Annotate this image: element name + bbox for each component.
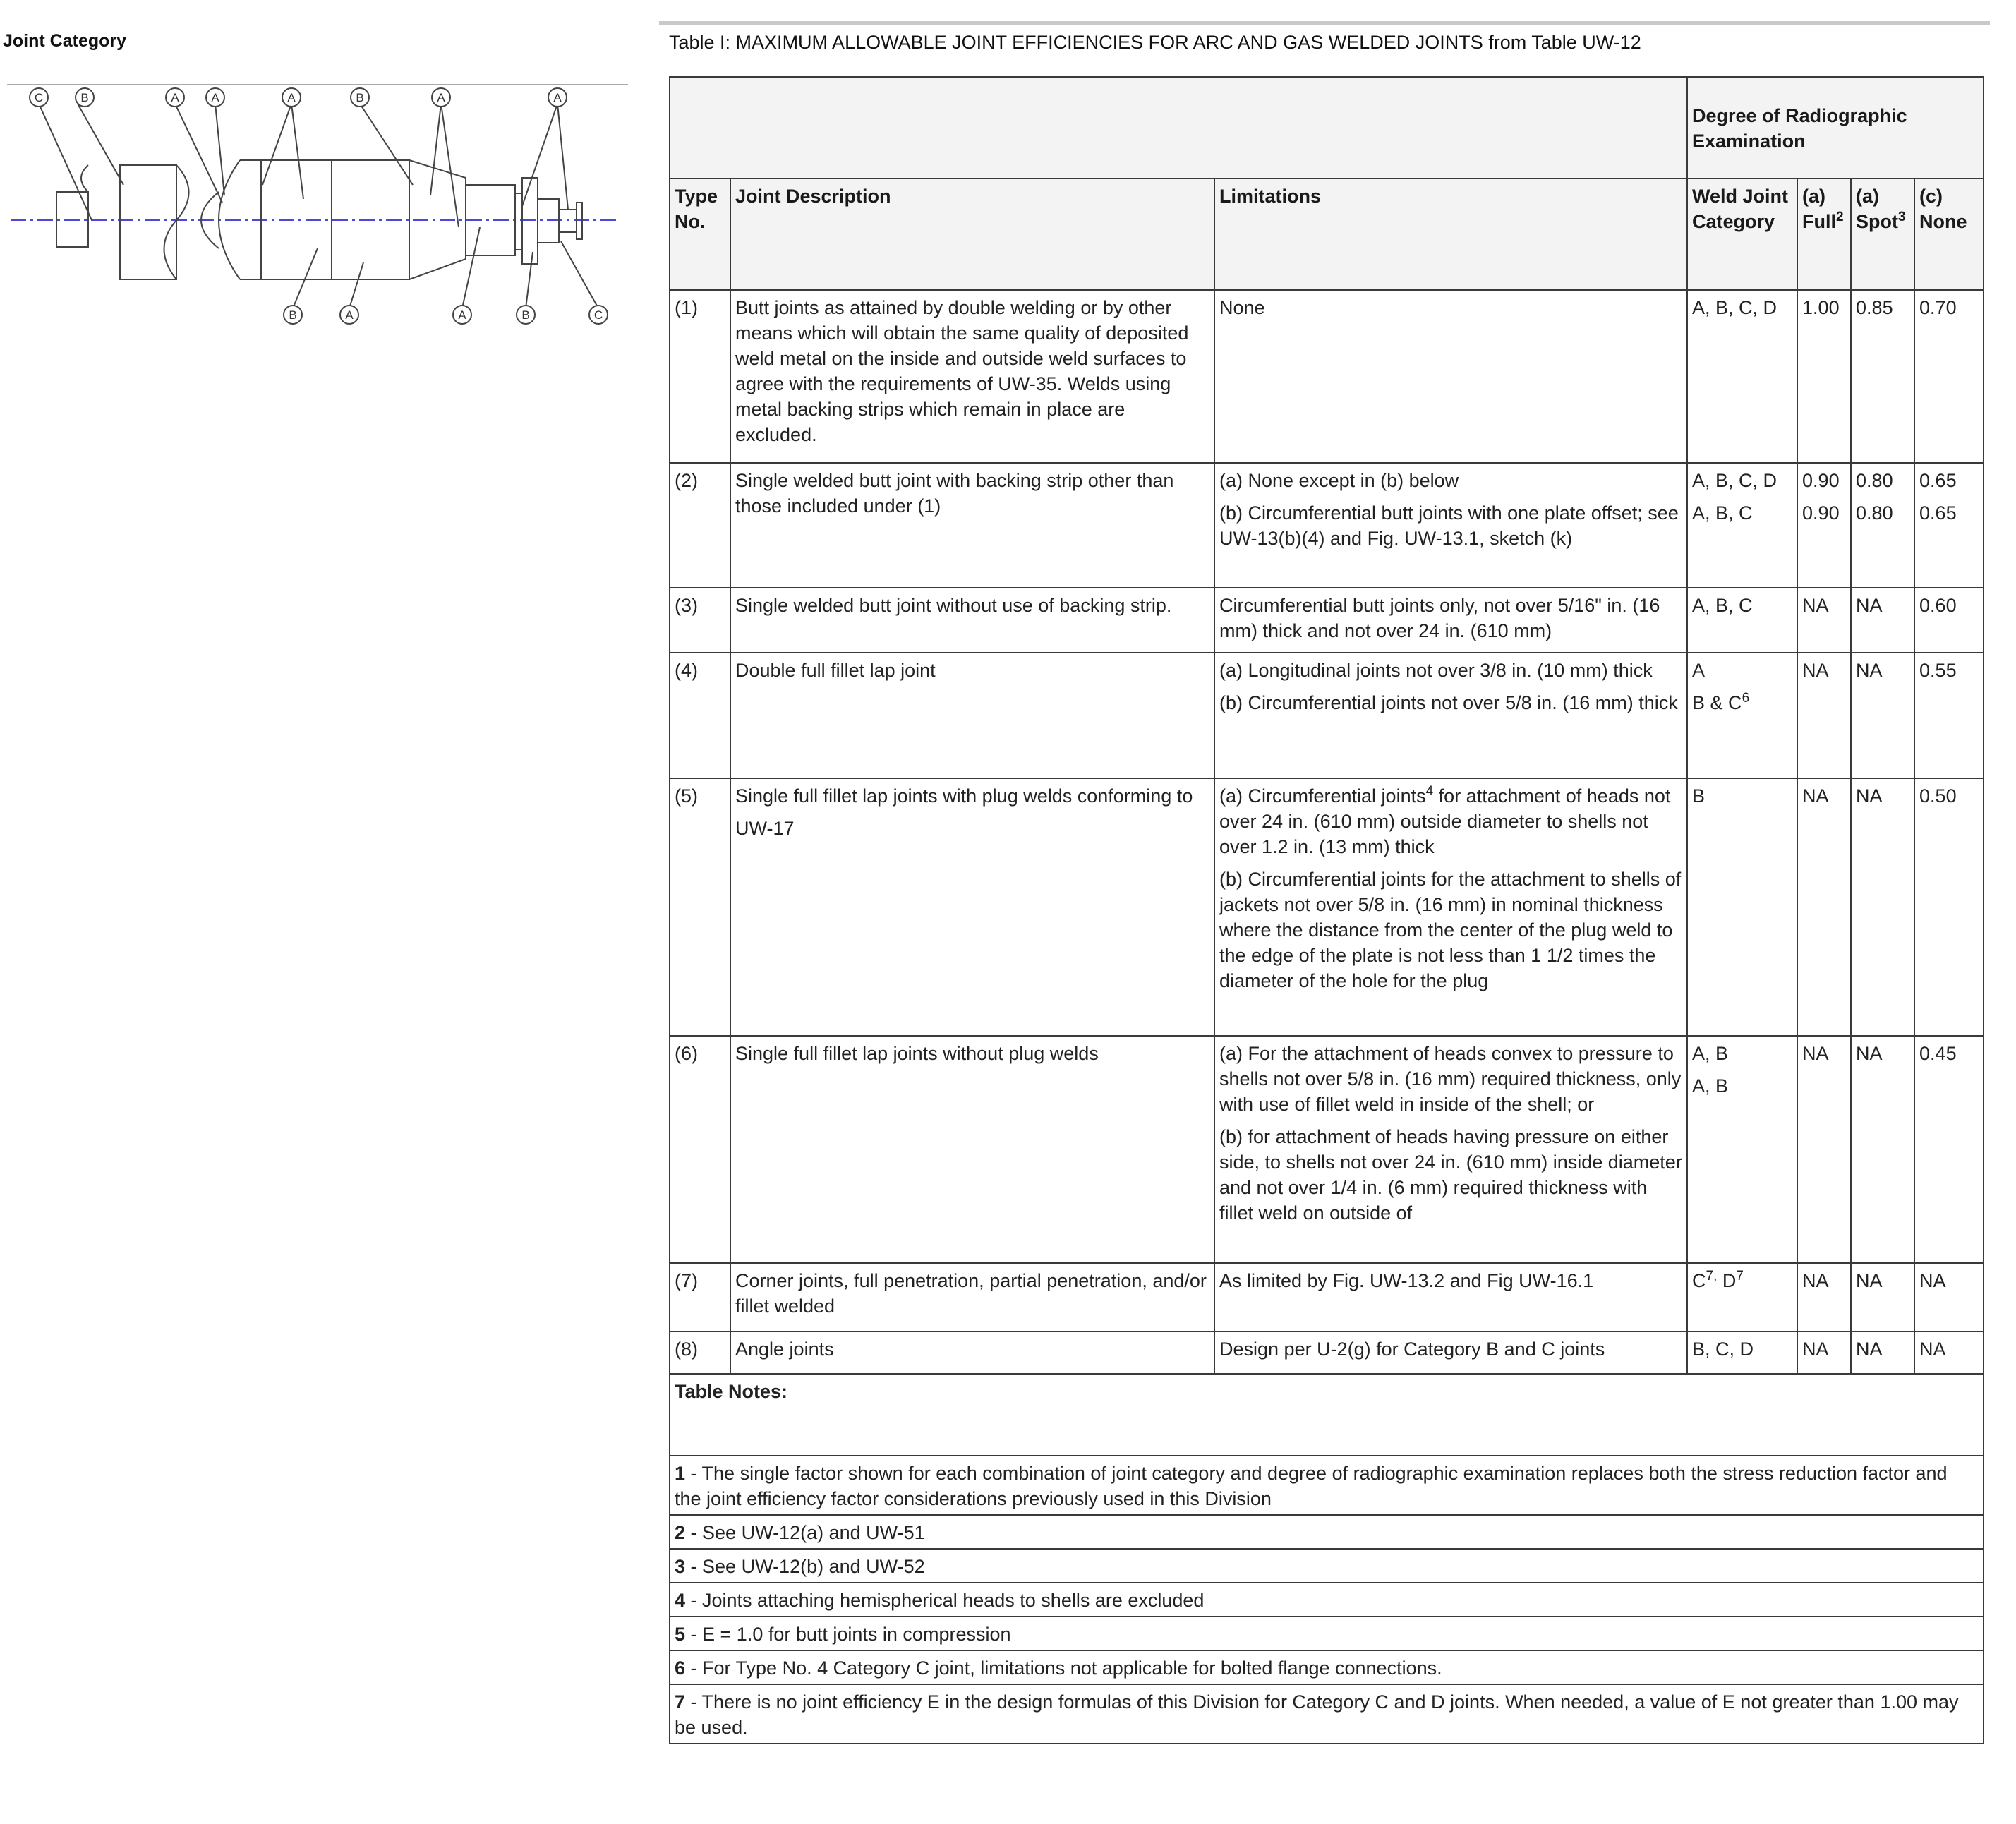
category-cell: $C^{7,}$ $D^7$: [1687, 1263, 1797, 1331]
joint-efficiency-table: [669, 76, 1984, 1744]
none-cell: NA: [1914, 1263, 1984, 1331]
table-row: [670, 778, 1984, 1036]
none-cell: 0.65 0.65: [1914, 463, 1984, 588]
limitations-cell: (a) Circumferential joints$^4$ for attachment of heads not over 24 in. (610 mm) outside diameter to shells not over 1.2 in. (13 mm) thick (b) Circumferential joints for the attachment to shells of jackets not over 5/8 in. (16 mm) in nominal thickness where the distance from the center of the plug weld to the edge of the plate is not less than 1 1/2 times the diameter of the hole for the plug: [1214, 778, 1687, 1036]
notes-title-row: [670, 1374, 1984, 1456]
category-cell: A B & $C^6$: [1687, 653, 1797, 778]
table-row: [670, 1263, 1984, 1331]
type-cell: (3): [670, 588, 730, 653]
diagram-label: A: [287, 91, 296, 104]
type-cell: (8): [670, 1331, 730, 1374]
table-row: [670, 588, 1984, 653]
diagram-label: A: [437, 91, 445, 104]
spot-cell: NA: [1851, 653, 1914, 778]
category-cell: B: [1687, 778, 1797, 1036]
description-cell: Single full fillet lap joints without plug welds: [730, 1036, 1214, 1263]
spot-cell: 0.85: [1851, 290, 1914, 463]
table-row: [670, 1331, 1984, 1374]
col-category: Weld Joint Category: [1687, 179, 1797, 290]
diagram-label: A: [458, 308, 466, 322]
diagram-label: B: [289, 308, 297, 322]
note: 7 - There is no joint efficiency E in the design formulas of this Division for Category C and D joints. When needed, a value of E not greater than 1.00 may be used.: [670, 1684, 1984, 1744]
spot-cell: NA: [1851, 1263, 1914, 1331]
note-row: [670, 1617, 1984, 1650]
diagram-label: A: [171, 91, 179, 104]
type-cell: (6): [670, 1036, 730, 1263]
col-full: (a) Full$^2$: [1797, 179, 1851, 290]
table-row: [670, 653, 1984, 778]
description-cell: Butt joints as attained by double welding or by other means which will obtain the same quality of deposited weld metal on the inside and outside weld surfaces to agree with the requirements of UW-35. Welds using metal backing strips which remain in place are excluded.: [730, 290, 1214, 463]
note-row: [670, 1650, 1984, 1684]
none-cell: NA: [1914, 1331, 1984, 1374]
note: 1 - The single factor shown for each combination of joint category and degree of radiographic examination replaces both the stress reduction factor and the joint efficiency factor considerations previously used in this Division: [670, 1456, 1984, 1515]
type-cell: (4): [670, 653, 730, 778]
none-cell: 0.70: [1914, 290, 1984, 463]
category-cell: B, C, D: [1687, 1331, 1797, 1374]
note-row: [670, 1456, 1984, 1515]
diagram-label: C: [593, 308, 603, 322]
column-header-row: [670, 179, 1984, 290]
table-row: [670, 463, 1984, 588]
type-cell: (5): [670, 778, 730, 1036]
spot-cell: NA: [1851, 778, 1914, 1036]
header-row: [670, 77, 1984, 179]
description-cell: Angle joints: [730, 1331, 1214, 1374]
pressure-vessel-diagram: [7, 79, 628, 333]
note: 2 - See UW-12(a) and UW-51: [670, 1515, 1984, 1549]
spot-cell: NA: [1851, 1331, 1914, 1374]
full-cell: NA: [1797, 653, 1851, 778]
note-row: [670, 1684, 1984, 1744]
description-cell: Single full fillet lap joints with plug welds conforming to UW-17: [730, 778, 1214, 1036]
col-limitations: Limitations: [1214, 179, 1687, 290]
type-cell: (1): [670, 290, 730, 463]
description-cell: Corner joints, full penetration, partial penetration, and/or fillet welded: [730, 1263, 1214, 1331]
none-cell: 0.45: [1914, 1036, 1984, 1263]
none-cell: 0.60: [1914, 588, 1984, 653]
note-row: [670, 1515, 1984, 1549]
spot-cell: NA: [1851, 588, 1914, 653]
category-cell: A, B, C, D: [1687, 290, 1797, 463]
top-divider: [659, 21, 1990, 25]
limitations-cell: Circumferential butt joints only, not over 5/16" in. (16 mm) thick and not over 24 in. (610 mm): [1214, 588, 1687, 653]
table-title: Table I: MAXIMUM ALLOWABLE JOINT EFFICIENCIES FOR ARC AND GAS WELDED JOINTS from Table UW-12: [669, 32, 1641, 53]
note: 4 - Joints attaching hemispherical heads to shells are excluded: [670, 1583, 1984, 1617]
none-cell: 0.50: [1914, 778, 1984, 1036]
full-cell: NA: [1797, 778, 1851, 1036]
note: 5 - E = 1.0 for butt joints in compression: [670, 1617, 1984, 1650]
note: 6 - For Type No. 4 Category C joint, limitations not applicable for bolted flange connections.: [670, 1650, 1984, 1684]
category-cell: A, B, C: [1687, 588, 1797, 653]
spot-cell: NA: [1851, 1036, 1914, 1263]
diagram-label: A: [553, 91, 562, 104]
col-none: (c) None: [1914, 179, 1984, 290]
description-cell: Single welded butt joint with backing strip other than those included under (1): [730, 463, 1214, 588]
limitations-cell: Design per U-2(g) for Category B and C joints: [1214, 1331, 1687, 1374]
description-cell: Single welded butt joint without use of backing strip.: [730, 588, 1214, 653]
spot-cell: 0.80 0.80: [1851, 463, 1914, 588]
description-cell: Double full fillet lap joint: [730, 653, 1214, 778]
notes-title: Table Notes:: [670, 1374, 1984, 1456]
diagram-label: B: [356, 91, 364, 104]
category-cell: A, B, C, D A, B, C: [1687, 463, 1797, 588]
full-cell: NA: [1797, 588, 1851, 653]
limitations-cell: As limited by Fig. UW-13.2 and Fig UW-16.1: [1214, 1263, 1687, 1331]
col-description: Joint Description: [730, 179, 1214, 290]
full-cell: 1.00: [1797, 290, 1851, 463]
limitations-cell: (a) None except in (b) below (b) Circumferential butt joints with one plate offset; see UW-13(b)(4) and Fig. UW-13.1, sketch (k): [1214, 463, 1687, 588]
limitations-cell: (a) Longitudinal joints not over 3/8 in. (10 mm) thick (b) Circumferential joints not over 5/8 in. (16 mm) thick: [1214, 653, 1687, 778]
joint-category-title: Joint Category: [3, 31, 127, 51]
none-cell: 0.55: [1914, 653, 1984, 778]
limitations-cell: None: [1214, 290, 1687, 463]
limitations-cell: (a) For the attachment of heads convex to pressure to shells not over 5/8 in. (16 mm) required thickness, only with use of fillet weld in inside of the shell; or (b) for attachment of heads having pressure on either side, to shells not over 24 in. (610 mm) inside diameter and not over 1/4 in. (6 mm) required thickness with fillet weld on outside of: [1214, 1036, 1687, 1263]
category-cell: A, B A, B: [1687, 1036, 1797, 1263]
diagram-label: C: [34, 91, 44, 104]
note: 3 - See UW-12(b) and UW-52: [670, 1549, 1984, 1583]
note-row: [670, 1549, 1984, 1583]
note-row: [670, 1583, 1984, 1617]
table-row: [670, 1036, 1984, 1263]
header-blank: [670, 77, 1687, 179]
full-cell: NA: [1797, 1331, 1851, 1374]
diagram-label: A: [211, 91, 219, 104]
full-cell: NA: [1797, 1036, 1851, 1263]
table-row: [670, 290, 1984, 463]
full-cell: 0.90 0.90: [1797, 463, 1851, 588]
col-spot: (a) Spot$^3$: [1851, 179, 1914, 290]
col-type: Type No.: [670, 179, 730, 290]
diagram-label: A: [345, 308, 354, 322]
radiographic-header: Degree of Radiographic Examination: [1687, 77, 1984, 179]
diagram-label: B: [521, 308, 530, 322]
full-cell: NA: [1797, 1263, 1851, 1331]
type-cell: (2): [670, 463, 730, 588]
diagram-label: B: [80, 91, 89, 104]
type-cell: (7): [670, 1263, 730, 1331]
